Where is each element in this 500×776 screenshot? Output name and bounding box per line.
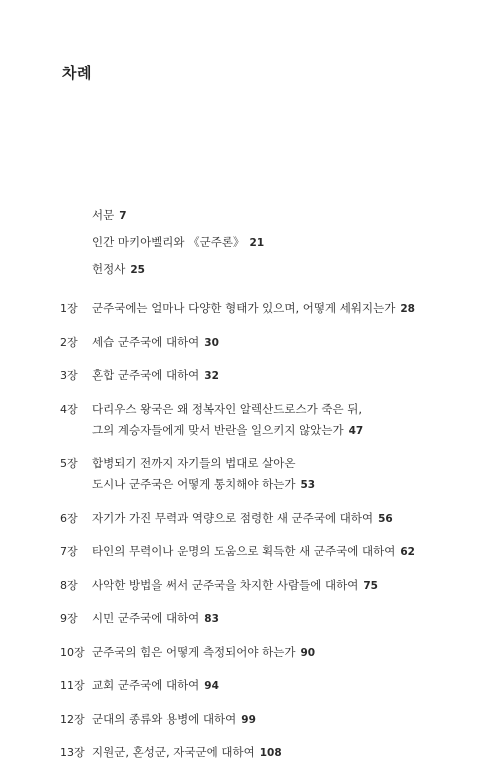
front-item-label: 서문 [92, 208, 115, 222]
chapter-number: 2장 [60, 335, 78, 349]
chapter-number: 1장 [60, 302, 78, 315]
page-number: 108 [259, 747, 282, 759]
chapter-2 [60, 332, 480, 354]
chapter-12 [60, 709, 480, 731]
chapter-title-line: 세습 군주국에 대하여 30 [92, 334, 219, 349]
chapter-title-line: 군주국에는 얼마나 다양한 형태가 있으며, 어떻게 세워지는가 28 [92, 301, 415, 315]
chapter-number: 5장 [60, 457, 78, 470]
chapter-3 [60, 365, 480, 387]
page-number: 62 [400, 546, 415, 558]
front-item-preface [92, 205, 264, 232]
page-title: 차례 [62, 64, 92, 82]
page-number: 32 [204, 370, 219, 382]
chapter-number: 10장 [60, 645, 85, 659]
chapter-title-line: 그의 계승자들에게 맞서 반란을 일으키지 않았는가 47 [92, 422, 364, 437]
chapter-title-line: 자기가 가진 무력과 역량으로 점령한 새 군주국에 대하여 56 [92, 510, 393, 525]
chapter-11 [60, 675, 480, 697]
chapter-5 [60, 453, 480, 496]
chapter-9 [60, 608, 480, 630]
page-number: 28 [400, 303, 415, 315]
front-matter-list [92, 205, 264, 286]
chapter-number: 8장 [60, 578, 78, 592]
chapter-title-line: 군주국의 힘은 어떻게 측정되어야 하는가 90 [92, 644, 316, 659]
chapter-list [60, 298, 480, 776]
chapter-title-line: 혼합 군주국에 대하여 32 [92, 368, 219, 382]
chapter-title-line: 다리우스 왕국은 왜 정복자인 알렉산드로스가 죽은 뒤, [92, 401, 362, 416]
page-number: 90 [300, 646, 316, 659]
chapter-6 [60, 508, 480, 530]
chapter-title-line: 교회 군주국에 대하여 94 [92, 678, 219, 692]
front-item-label: 헌정사 [92, 262, 126, 276]
page-number: 21 [249, 237, 265, 249]
chapter-title-line: 시민 군주국에 대하여 83 [92, 611, 219, 625]
page-number: 7 [119, 210, 127, 222]
page-number: 30 [204, 336, 219, 349]
chapter-number: 6장 [60, 511, 78, 525]
chapter-number: 12장 [60, 712, 85, 726]
front-item-dedication [92, 259, 264, 286]
chapter-4 [60, 399, 480, 442]
chapter-title-line: 사악한 방법을 써서 군주국을 차지한 사람들에 대하여 75 [92, 577, 378, 592]
chapter-13 [60, 742, 480, 764]
chapter-title-line: 도시나 군주국은 어떻게 통치해야 하는가 53 [92, 477, 316, 491]
front-item-label: 인간 마키아벨리와 《군주론》 [92, 235, 245, 249]
page-number: 75 [363, 579, 378, 592]
chapter-number: 11장 [60, 679, 85, 692]
page-number: 83 [204, 613, 219, 625]
chapter-7 [60, 541, 480, 563]
chapter-title-line: 군대의 종류와 용병에 대하여 99 [92, 711, 256, 726]
page-number: 53 [300, 479, 316, 491]
chapter-number: 3장 [60, 369, 78, 382]
chapter-1 [60, 298, 480, 320]
chapter-title-line: 지원군, 혼성군, 자국군에 대하여 108 [92, 745, 282, 759]
page-number: 99 [241, 713, 256, 726]
chapter-10 [60, 642, 480, 664]
chapter-number: 4장 [60, 402, 78, 416]
chapter-title-line: 합병되기 전까지 자기들의 법대로 살아온 [92, 456, 296, 470]
page-number: 94 [204, 680, 219, 692]
chapter-number: 9장 [60, 612, 78, 625]
page-number: 56 [378, 512, 393, 525]
page-number: 47 [348, 424, 364, 437]
page-number: 25 [130, 264, 145, 276]
chapter-number: 7장 [60, 545, 78, 558]
front-item-machiavelli [92, 232, 264, 259]
chapter-title-line: 타인의 무력이나 운명의 도움으로 획득한 새 군주국에 대하여 62 [92, 544, 415, 558]
chapter-8 [60, 575, 480, 597]
chapter-number: 13장 [60, 746, 85, 759]
